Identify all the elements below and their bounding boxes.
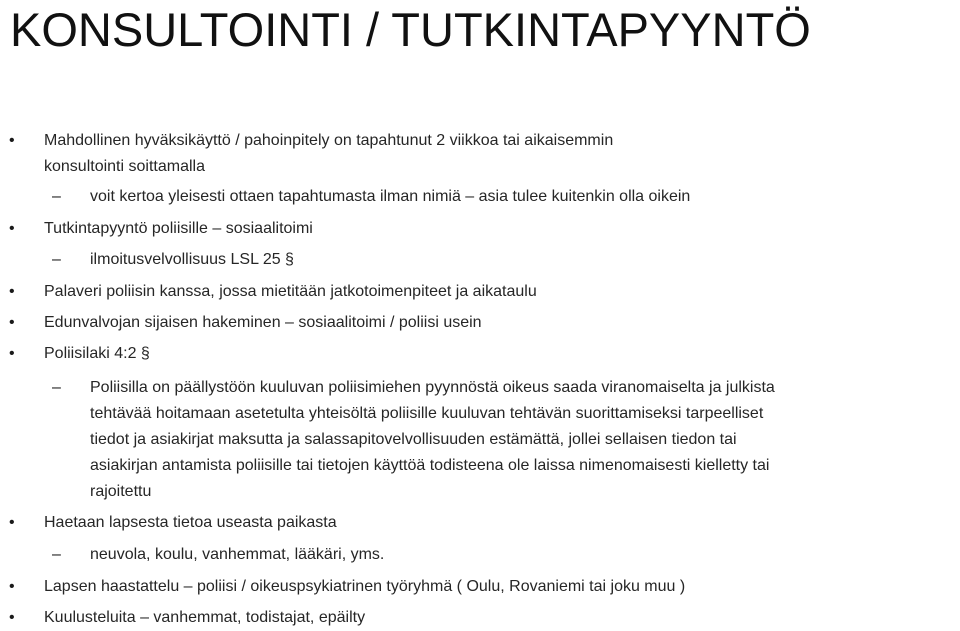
sub-bullet-item <box>0 375 960 505</box>
bullet-item <box>0 574 960 600</box>
sub-bullet-text: Poliisilla on päällystöön kuuluvan poliisimiehen pyynnöstä oikeus saada viranomaiselta ja julkista <box>90 379 775 396</box>
bullet-item <box>0 510 960 536</box>
bullet-text: Poliisilaki 4:2 § <box>44 345 150 362</box>
dash-icon: – <box>52 188 61 205</box>
sub-bullet-text: neuvola, koulu, vanhemmat, lääkäri, yms. <box>90 546 385 563</box>
bullet-icon: • <box>9 609 15 626</box>
sub-bullet-text-continuation: tiedot ja asiakirjat maksutta ja salassapitovelvollisuuden estämättä, jollei sellaisen tiedon tai <box>90 431 737 448</box>
bullet-icon: • <box>9 578 15 595</box>
bullet-text: Kuulusteluita – vanhemmat, todistajat, epäilty <box>44 609 366 626</box>
sub-bullet-text: ilmoitusvelvollisuus LSL 25 § <box>90 251 294 268</box>
bullet-icon: • <box>9 283 15 300</box>
bullet-item <box>0 310 960 336</box>
bullet-item <box>0 605 960 631</box>
sub-bullet-text-continuation: rajoitettu <box>90 483 152 500</box>
dash-icon: – <box>52 379 61 396</box>
slide-title: KONSULTOINTI / TUTKINTAPYYNTÖ <box>10 3 811 56</box>
sub-bullet-text: voit kertoa yleisesti ottaen tapahtumasta ilman nimiä – asia tulee kuitenkin olla oikein <box>90 188 691 205</box>
bullet-icon: • <box>9 132 15 149</box>
bullet-text: Palaveri poliisin kanssa, jossa mietitään jatkotoimenpiteet ja aikataulu <box>44 283 537 300</box>
bullet-text: Mahdollinen hyväksikäyttö / pahoinpitely on tapahtunut 2 viikkoa tai aikaisemmin <box>44 132 614 149</box>
bullet-text: Tutkintapyyntö poliisille – sosiaalitoimi <box>44 220 313 237</box>
bullet-item <box>0 128 960 180</box>
bullet-icon: • <box>9 345 15 362</box>
sub-bullet-item <box>0 184 960 210</box>
bullet-icon: • <box>9 220 15 237</box>
bullet-text-continuation: konsultointi soittamalla <box>44 158 205 175</box>
sub-bullet-item <box>0 247 960 273</box>
bullet-item <box>0 341 960 367</box>
bullet-item <box>0 279 960 305</box>
bullet-text: Edunvalvojan sijaisen hakeminen – sosiaalitoimi / poliisi usein <box>44 314 482 331</box>
sub-bullet-text-continuation: asiakirjan antamista poliisille tai tietojen käyttöä todisteena ole laissa nimenomaisesti kielletty tai <box>90 457 770 474</box>
bullet-text: Lapsen haastattelu – poliisi / oikeuspsykiatrinen työryhmä ( Oulu, Rovaniemi tai joku muu ) <box>44 578 686 595</box>
dash-icon: – <box>52 251 61 268</box>
bullet-icon: • <box>9 314 15 331</box>
bullet-icon: • <box>9 514 15 531</box>
bullet-list <box>0 128 960 631</box>
bullet-text: Haetaan lapsesta tietoa useasta paikasta <box>44 514 337 531</box>
sub-bullet-text-continuation: tehtävää hoitamaan asetetulta yhteisöltä poliisille kuuluvan tehtävän suorittamiseksi tarpeelliset <box>90 405 764 422</box>
bullet-item <box>0 216 960 242</box>
dash-icon: – <box>52 546 61 563</box>
sub-bullet-item <box>0 542 960 568</box>
